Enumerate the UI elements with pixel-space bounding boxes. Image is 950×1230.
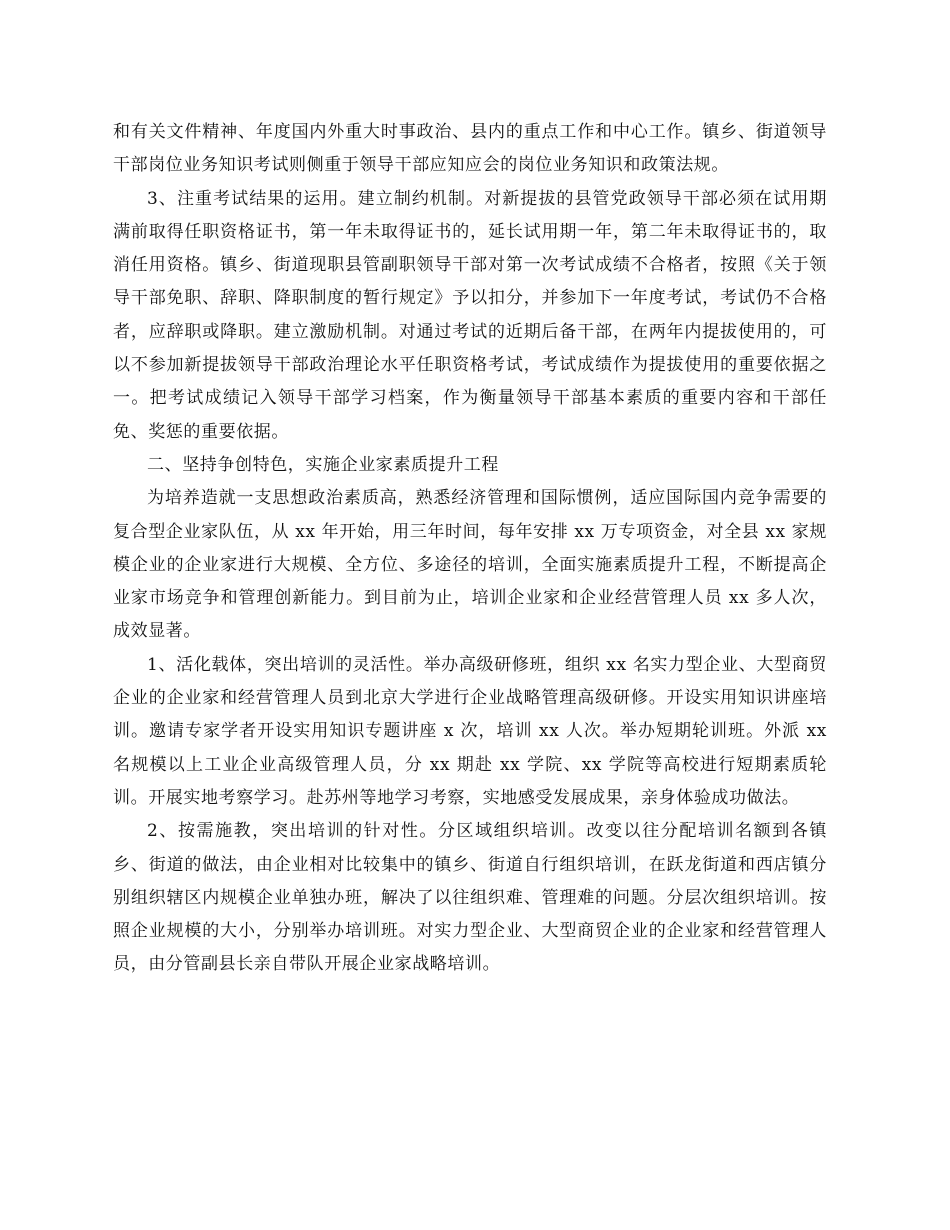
paragraph-entrepreneur-program: 为培养造就一支思想政治素质高，熟悉经济管理和国际惯例，适应国际国内竞争需要的复合型企业家队伍，从 xx 年开始，用三年时间，每年安排 xx 万专项资金，对全县 xx 家规模企业的企业家进行大规模、全方位、多途径的培训，全面实施素质提升工程，不断提高企业家市场竞争和管理创新能力。到目前为止，培训企业家和企业经营管理人员 xx 多人次，成效显著。 bbox=[113, 488, 827, 642]
paragraph-flexible-training: 1、活化载体，突出培训的灵活性。举办高级研修班，组织 xx 名实力型企业、大型商贸企业的企业家和经营管理人员到北京大学进行企业战略管理高级研修。开设实用知识讲座培训。邀请专家学者开设实用知识专题讲座 x 次，培训 xx 人次。举办短期轮训班。外派 xx 名规模以上工业企业高级管理人员，分 xx 期赴 xx 学院、xx 学院等高校进行短期素质轮训。开展实地考察学习。赴苏州等地学习考察，实地感受发展成果，亲身体验成功做法。 bbox=[113, 654, 827, 808]
paragraph-continued: 和有关文件精神、年度国内外重大时事政治、县内的重点工作和中心工作。镇乡、街道领导干部岗位业务知识考试则侧重于领导干部应知应会的岗位业务知识和政策法规。 bbox=[113, 122, 827, 176]
document-body bbox=[113, 116, 827, 982]
paragraph-exam-results: 3、注重考试结果的运用。建立制约机制。对新提拔的县管党政领导干部必须在试用期满前取得任职资格证书，第一年未取得证书的，延长试用期一年，第二年未取得证书的，取消任用资格。镇乡、街道现职县管副职领导干部对第一次考试成绩不合格者，按照《关于领导干部免职、辞职、降职制度的暂行规定》予以扣分，并参加下一年度考试，考试仍不合格者，应辞职或降职。建立激励机制。对通过考试的近期后备干部，在两年内提拔使用的，可以不参加新提拔领导干部政治理论水平任职资格考试，考试成绩作为提拔使用的重要依据之一。把考试成绩记入领导干部学习档案，作为衡量领导干部基本素质的重要内容和干部任免、奖惩的重要依据。 bbox=[113, 188, 827, 442]
section-heading: 二、坚持争创特色，实施企业家素质提升工程 bbox=[147, 454, 499, 475]
paragraph-targeted-training: 2、按需施教，突出培训的针对性。分区域组织培训。改变以往分配培训名额到各镇乡、街道的做法，由企业相对比较集中的镇乡、街道自行组织培训，在跃龙街道和西店镇分别组织辖区内规模企业单独办班，解决了以往组织难、管理难的问题。分层次组织培训。按照企业规模的大小，分别举办培训班。对实力型企业、大型商贸企业的企业家和经营管理人员，由分管副县长亲自带队开展企业家战略培训。 bbox=[113, 821, 827, 975]
